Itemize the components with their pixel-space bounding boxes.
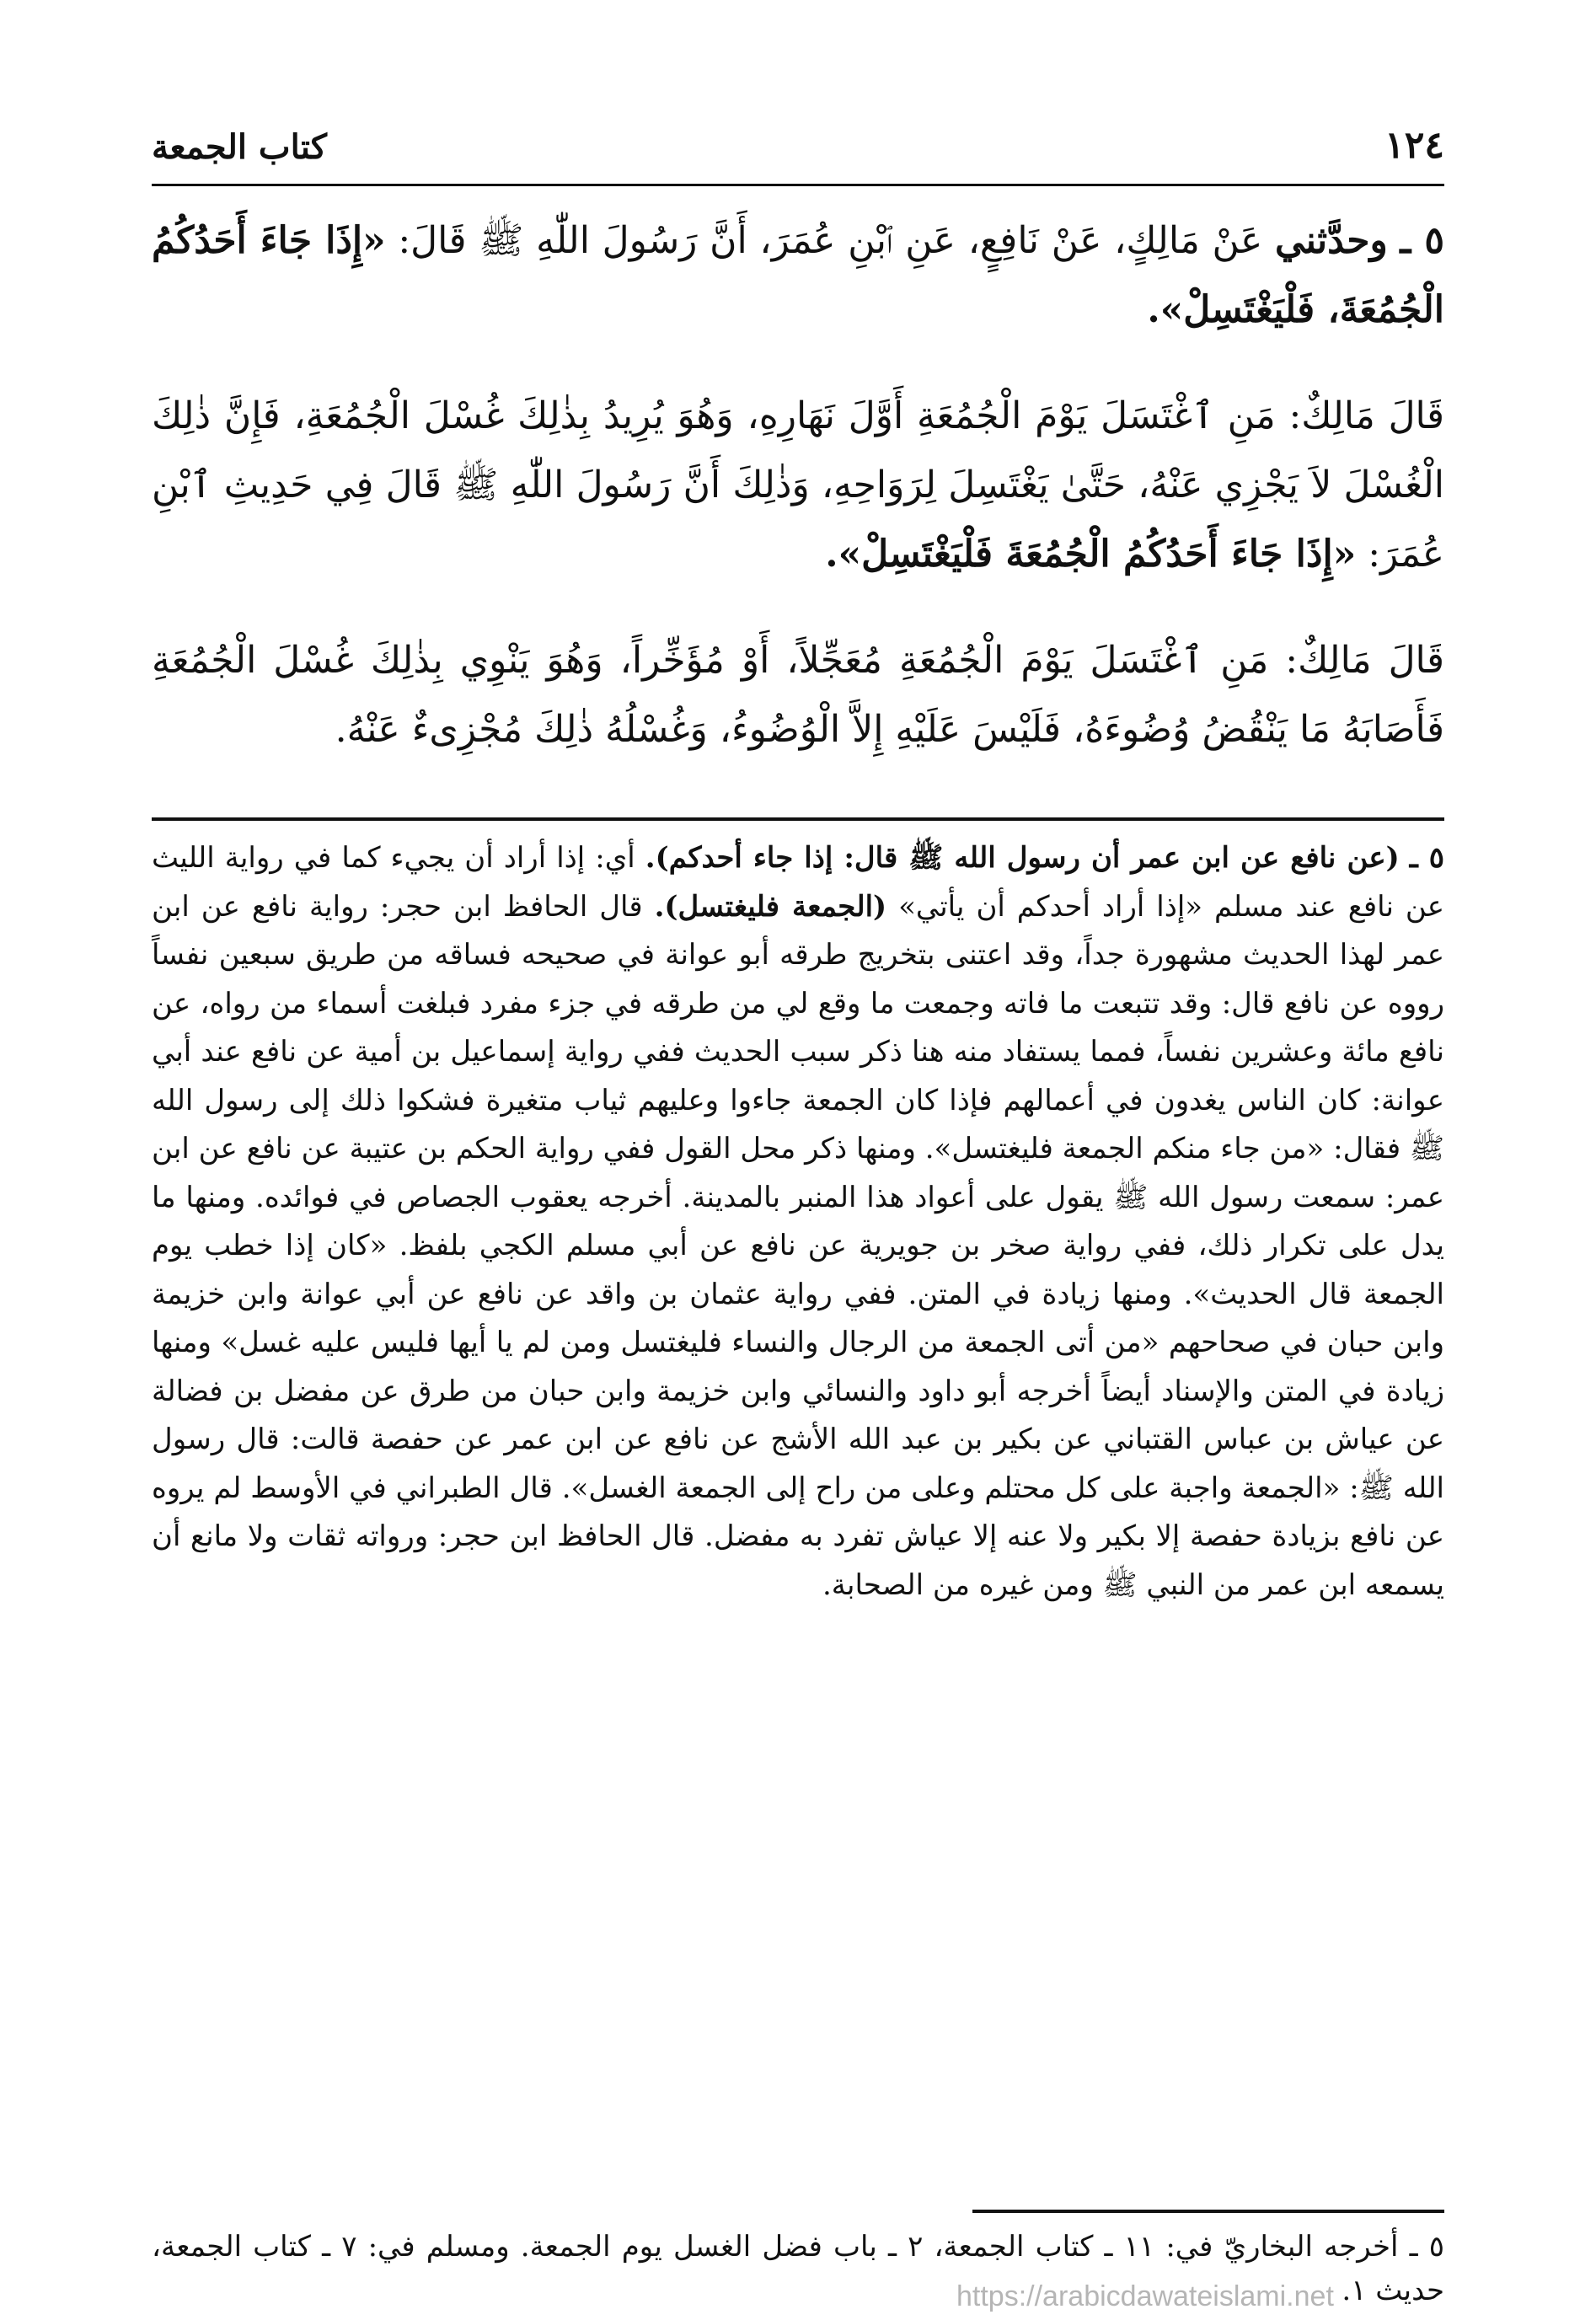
commentary-number: ٥ ـ (1409, 841, 1445, 875)
hadith-chain: عَنْ مَالِكٍ، عَنْ نَافِعٍ، عَنِ ٱبْنِ عُمَرَ، أَنَّ رَسُولَ اللّٰهِ ﷺ قَالَ: (398, 219, 1263, 262)
page-header (152, 108, 1444, 167)
header-divider (152, 184, 1444, 186)
malik-paragraph-1-text: قَالَ مَالِكٌ: مَنِ ٱغْتَسَلَ يَوْمَ الْجُمُعَةِ أَوَّلَ نَهَارِهِ، وَهُوَ يُرِيدُ بِذٰلِكَ غُسْلَ الْجُمُعَةِ، فَإِنَّ ذٰلِكَ الْغُسْلَ لاَ يَجْزِي عَنْهُ، حَتَّىٰ يَغْتَسِلَ لِرَوَاحِهِ، وَذٰلِكَ أَنَّ رَسُولَ اللّٰهِ ﷺ قَالَ فِي حَدِيثِ ٱبْنِ عُمَرَ: (152, 394, 1444, 576)
malik-paragraph-2-text: قَالَ مَالِكٌ: مَنِ ٱغْتَسَلَ يَوْمَ الْجُمُعَةِ مُعَجِّلاً، أَوْ مُؤَخِّراً، وَهُوَ يَنْوِي بِذٰلِكَ غُسْلَ الْجُمُعَةِ فَأَصَابَهُ مَا يَنْقُضُ وُضُوءَهُ، فَلَيْسَ عَلَيْهِ إِلاَّ الْوُضُوءُ، وَغُسْلُهُ ذٰلِكَ مُجْزِىءٌ عَنْهُ. (152, 639, 1444, 751)
commentary-bold-2: (الجمعة فليغتسل). (654, 889, 887, 924)
hadith-quote: «إِذَا جَاءَ أَحَدُكُمُ الْجُمُعَةَ، فَلْيَغْتَسِلْ». (152, 219, 1444, 331)
footnote-divider (972, 2210, 1444, 2213)
hadith-number: ٥ ـ (1400, 219, 1444, 262)
commentary (152, 834, 1444, 1610)
hadith-main-text (152, 206, 1444, 801)
commentary-paragraph (152, 834, 1444, 1610)
commentary-text-1: أي: إذا أراد أن يجيء كما في رواية الليث عن نافع عند مسلم «إذا أراد أحدكم أن يأتي» (152, 841, 1445, 924)
hadith-lead: وحدَّثني (1274, 219, 1388, 262)
malik-paragraph-1-quote: «إِذَا جَاءَ أَحَدُكُمُ الْجُمُعَةَ فَلْيَغْتَسِلْ». (825, 533, 1357, 576)
section-divider (152, 817, 1444, 821)
page-number: ١٢٤ (1384, 124, 1444, 167)
malik-paragraph-1 (152, 382, 1444, 589)
malik-paragraph-2 (152, 626, 1444, 764)
hadith-paragraph (152, 206, 1444, 345)
book-title: كتاب الجمعة (152, 127, 327, 167)
commentary-text-2: قال الحافظ ابن حجر: رواية نافع عن ابن عمر لهذا الحديث مشهورة جداً، وقد اعتنى بتخريج طرقه أبو عوانة في صحيحه فساقه من طريق سبعين نفساً رووه عن نافع قال: وقد تتبعت ما فاته وجمعت ما وقع لي من طرقه في جزء مفرد فبلغت أسماء من رواه، عن نافع مائة وعشرين نفساً، فمما يستفاد منه هنا ذكر سبب الحديث ففي رواية إسماعيل بن أمية عن نافع عند أبي عوانة: كان الناس يغدون في أعمالهم فإذا كان الجمعة جاءوا وعليهم ثياب متغيرة فشكوا ذلك إلى رسول الله ﷺ فقال: «من جاء منكم الجمعة فليغتسل». ومنها ذكر محل القول ففي رواية الحكم بن عتيبة عن نافع عن ابن عمر: سمعت رسول الله ﷺ يقول على أعواد هذا المنبر بالمدينة. أخرجه يعقوب الجصاص في فوائده. ومنها ما يدل على تكرار ذلك، ففي رواية صخر بن جويرية عن نافع عن أبي مسلم الكجي بلفظ. «كان إذا خطب يوم الجمعة قال الحديث». ومنها زيادة في المتن. ففي رواية عثمان بن واقد عن نافع عن أبي عوانة وابن خزيمة وابن حبان في صحاحهم «من أتى الجمعة من الرجال والنساء فليغتسل ومن لم يا أيها فليس عليه غسل» ومنها زيادة في المتن والإسناد أيضاً أخرجه أبو داود والنسائي وابن خزيمة وابن حبان من طرق عن مفضل بن فضالة عن عياش بن عباس القتباني عن بكير بن عبد الله الأشج عن نافع عن ابن عمر عن حفصة قالت: قال رسول الله ﷺ: «الجمعة واجبة على كل محتلم وعلى من راح إلى الجمعة الغسل». قال الطبراني في الأوسط لم يروه عن نافع بزيادة حفصة إلا بكير ولا عنه إلا عياش تفرد به مفضل. قال الحافظ ابن حجر: ورواته ثقات ولا مانع أن يسمعه ابن عمر من النبي ﷺ ومن غيره من الصحابة. (152, 889, 1444, 1602)
commentary-lead: (عن نافع عن ابن عمر أن رسول الله ﷺ قال: إذا جاء أحدكم). (645, 841, 1400, 875)
footnote: ٥ ـ أخرجه البخاريّ في: ١١ ـ كتاب الجمعة، ٢ ـ باب فضل الغسل يوم الجمعة. ومسلم في: ٧ ـ كتاب الجمعة، حديث ١. (152, 2230, 1445, 2307)
watermark-url: https://arabicdawateislami.net (956, 2280, 1334, 2312)
